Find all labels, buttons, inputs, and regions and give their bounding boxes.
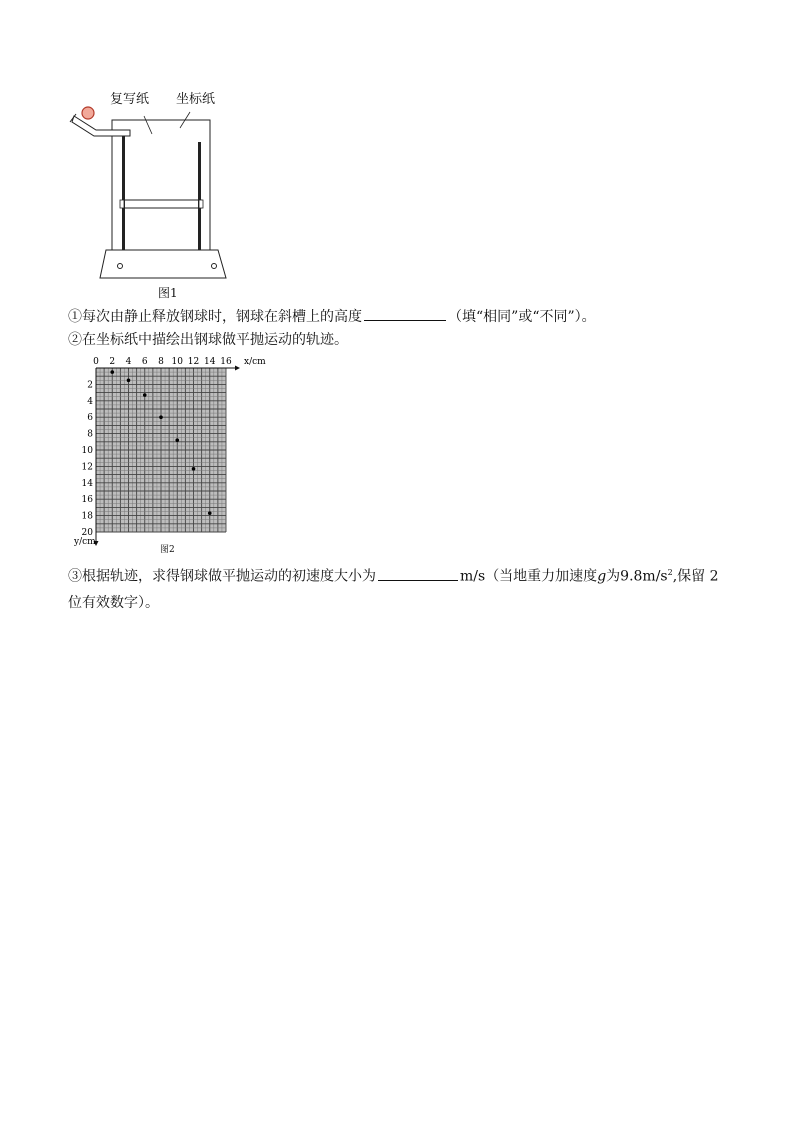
x-tick-label: 8 xyxy=(158,357,164,367)
question-3-tail: ,保留 2 xyxy=(672,568,719,585)
label-carbon-paper: 复写纸 xyxy=(110,92,150,107)
question-2: ②在坐标纸中描绘出钢球做平抛运动的轨迹。 xyxy=(68,332,348,348)
figure-2-caption: 图2 xyxy=(160,545,175,555)
question-1 xyxy=(68,306,596,327)
y-axis-label: y/cm xyxy=(74,537,96,547)
y-tick-label: 8 xyxy=(87,429,93,440)
trajectory-point xyxy=(208,511,212,515)
question-3: ③根据轨迹，求得钢球做平抛运动的初速度大小为 m/s（当地重力加速度g为$9.8m/s^2$,保留 2 xyxy=(68,563,719,587)
x-tick-label: 14 xyxy=(204,357,216,367)
figure-1-caption: 图1 xyxy=(158,286,178,300)
x-tick-label: 0 xyxy=(93,357,99,367)
y-tick-label: 6 xyxy=(87,413,93,424)
x-axis-arrow xyxy=(235,366,240,371)
y-tick-label: 2 xyxy=(87,380,93,391)
x-tick-label: 16 xyxy=(220,357,232,367)
steel-ball xyxy=(82,107,94,119)
y-tick-label: 16 xyxy=(81,495,93,506)
post-left xyxy=(122,136,125,250)
figure-1 xyxy=(68,86,238,306)
x-tick-label: 4 xyxy=(125,357,132,367)
label-coordinate-paper: 坐标纸 xyxy=(176,92,216,107)
answer-blank-1[interactable] xyxy=(364,306,446,321)
g-value: 9.8m/s xyxy=(620,568,668,585)
x-tick-label: 6 xyxy=(141,357,148,367)
g-symbol: g xyxy=(597,568,607,585)
trajectory-point xyxy=(192,467,196,471)
trajectory-point xyxy=(143,393,147,397)
question-1-hint: （填“相同”或“不同”）。 xyxy=(448,309,596,325)
y-tick-label: 4 xyxy=(87,396,93,407)
trajectory-chart xyxy=(66,352,266,552)
x-tick-label: 10 xyxy=(171,357,183,367)
trajectory-point xyxy=(127,379,131,383)
trajectory-point xyxy=(175,438,179,442)
board xyxy=(112,120,210,250)
question-1-text: ①每次由静止释放钢球时，钢球在斜槽上的高度 xyxy=(68,309,362,325)
x-axis-label: x/cm xyxy=(244,357,266,367)
y-tick-label: 18 xyxy=(81,511,93,522)
question-3-line-2: 位有效数字）。 xyxy=(68,595,159,611)
post-right xyxy=(198,142,201,250)
trajectory-point xyxy=(159,415,163,419)
y-tick-label: 12 xyxy=(81,462,93,473)
unit-label: m/s xyxy=(460,568,486,585)
x-tick-label: 2 xyxy=(109,357,116,367)
trajectory-point xyxy=(110,370,114,374)
x-tick-label: 12 xyxy=(187,357,200,367)
y-tick-label: 14 xyxy=(81,478,93,489)
y-tick-label: 10 xyxy=(81,446,93,456)
g-exponent: 2 xyxy=(667,568,673,577)
figure-2 xyxy=(66,352,266,552)
apparatus-drawing xyxy=(68,86,238,306)
answer-blank-3[interactable] xyxy=(378,566,458,581)
base-screw-left xyxy=(118,264,123,269)
y-tick-label: 20 xyxy=(81,528,93,538)
base-screw-right xyxy=(212,264,217,269)
question-3-note: （当地重力加速度 xyxy=(485,568,598,585)
question-3-text: ③根据轨迹，求得钢球做平抛运动的初速度大小为 xyxy=(68,568,376,585)
